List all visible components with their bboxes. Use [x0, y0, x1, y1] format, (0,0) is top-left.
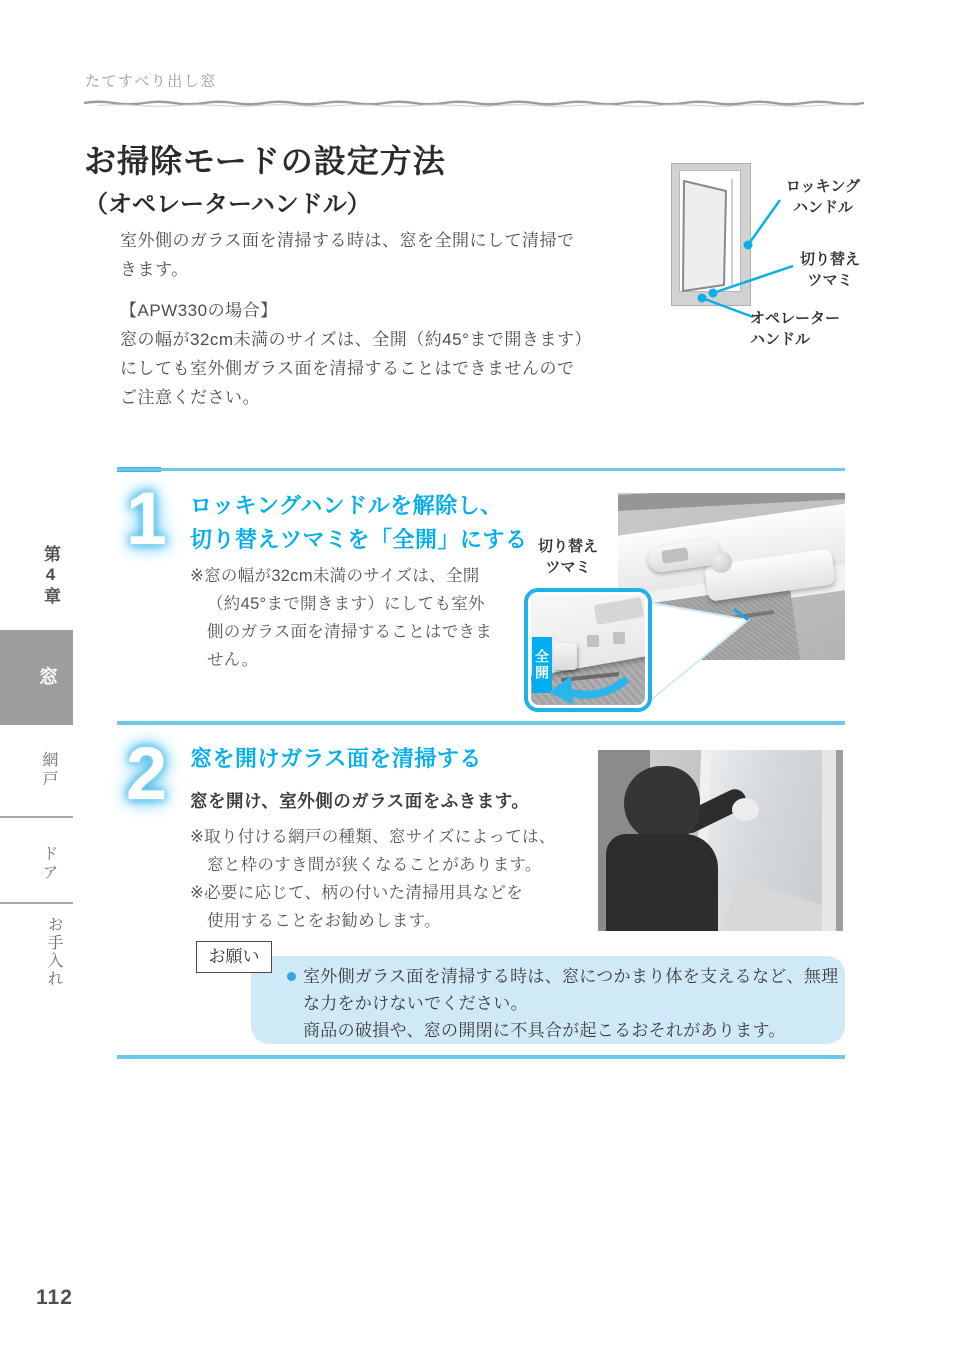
notice-label: お願い [196, 941, 272, 973]
step1-note: ※窓の幅が32cm未満のサイズは、全開 （約45°まで開きます）にしても室外 側のガラス面を清掃することはできま せん。 [190, 567, 493, 669]
switch-knob-photo-label: 切り替え ツマミ [537, 538, 598, 576]
callout-pictogram [613, 632, 625, 644]
photo-frame-edge [836, 750, 843, 931]
section-rule [117, 1055, 845, 1059]
brush-divider [84, 98, 892, 108]
section-rule [117, 468, 845, 471]
section-rule [117, 721, 845, 725]
callout-pictogram [587, 635, 599, 647]
step2-note-2: ※必要に応じて、柄の付いた清掃用具などを 使用することをお勧めします。 [190, 884, 523, 930]
step1-heading: ロッキングハンドルを解除し、 切り替えツマミを「全開」にする [190, 493, 528, 552]
photo-frame-right [822, 750, 836, 931]
photo-handle-hinge [710, 551, 732, 573]
notice-text: 室外側ガラス面を清掃する時は、窓につかまり体を支えるなど、無理 な力をかけないでください。 商品の破損や、窓の開閉に不具合が起こるおそれがあります。 [303, 967, 839, 1040]
sidebar-tab-window: 窓 [0, 630, 73, 725]
step1-number: 1 [126, 477, 168, 560]
sidebar-chapter: 第4章 [41, 545, 60, 607]
apw330-case-title: 【APW330の場合】 [120, 301, 278, 320]
step2-photo [598, 750, 843, 931]
callout-photo [531, 595, 645, 705]
zenkai-callout [524, 588, 652, 712]
step2-body: 窓を開け、室外側のガラス面をふきます。 [190, 791, 530, 811]
photo-cleaning-cloth [732, 798, 759, 821]
sidebar-divider [0, 816, 73, 818]
page-title: お掃除モードの設定方法 [84, 143, 446, 179]
slide-arrow-icon [547, 671, 635, 705]
step2-note-1: ※取り付ける網戸の種類、窓サイズによっては、 窓と枠のすき間が狭くなることがあります。 [190, 828, 556, 874]
bullet-icon [287, 972, 296, 981]
intro-text [120, 226, 592, 412]
apw330-case-line: ご注意ください。 [120, 388, 260, 407]
photo-person-body [606, 834, 718, 931]
step2-heading: 窓を開けガラス面を清掃する [190, 746, 482, 771]
apw330-case-line: にしても室外側ガラス面を清掃することはできませんので [120, 359, 575, 378]
callout-wedge [640, 592, 760, 712]
intro-line: きます。 [120, 260, 189, 279]
sidebar-tab-care: お手入れ [45, 916, 62, 988]
breadcrumb: たてすべり出し窓 [85, 73, 217, 90]
label-operator-handle: オペレーター ハンドル [750, 310, 841, 348]
callout-switch-knob [553, 643, 577, 670]
sidebar-divider [0, 902, 73, 904]
label-switch-knob: 切り替え ツマミ [799, 251, 860, 289]
apw330-case-line: 窓の幅が32cm未満のサイズは、全開（約45°まで開きます） [120, 330, 592, 349]
sidebar-tab-door: ドア [40, 845, 57, 883]
intro-line: 室外側のガラス面を清掃する時は、窓を全開にして清掃で [120, 231, 575, 250]
page-number: 112 [36, 1286, 73, 1309]
step2-number: 2 [126, 732, 168, 815]
page-subtitle: （オペレーターハンドル） [84, 191, 371, 218]
label-locking-handle: ロッキング ハンドル [785, 178, 861, 216]
zenkai-badge: 全開 [532, 637, 552, 693]
sidebar-tab-screen: 網戸 [40, 751, 57, 789]
photo-person-head [624, 766, 700, 842]
